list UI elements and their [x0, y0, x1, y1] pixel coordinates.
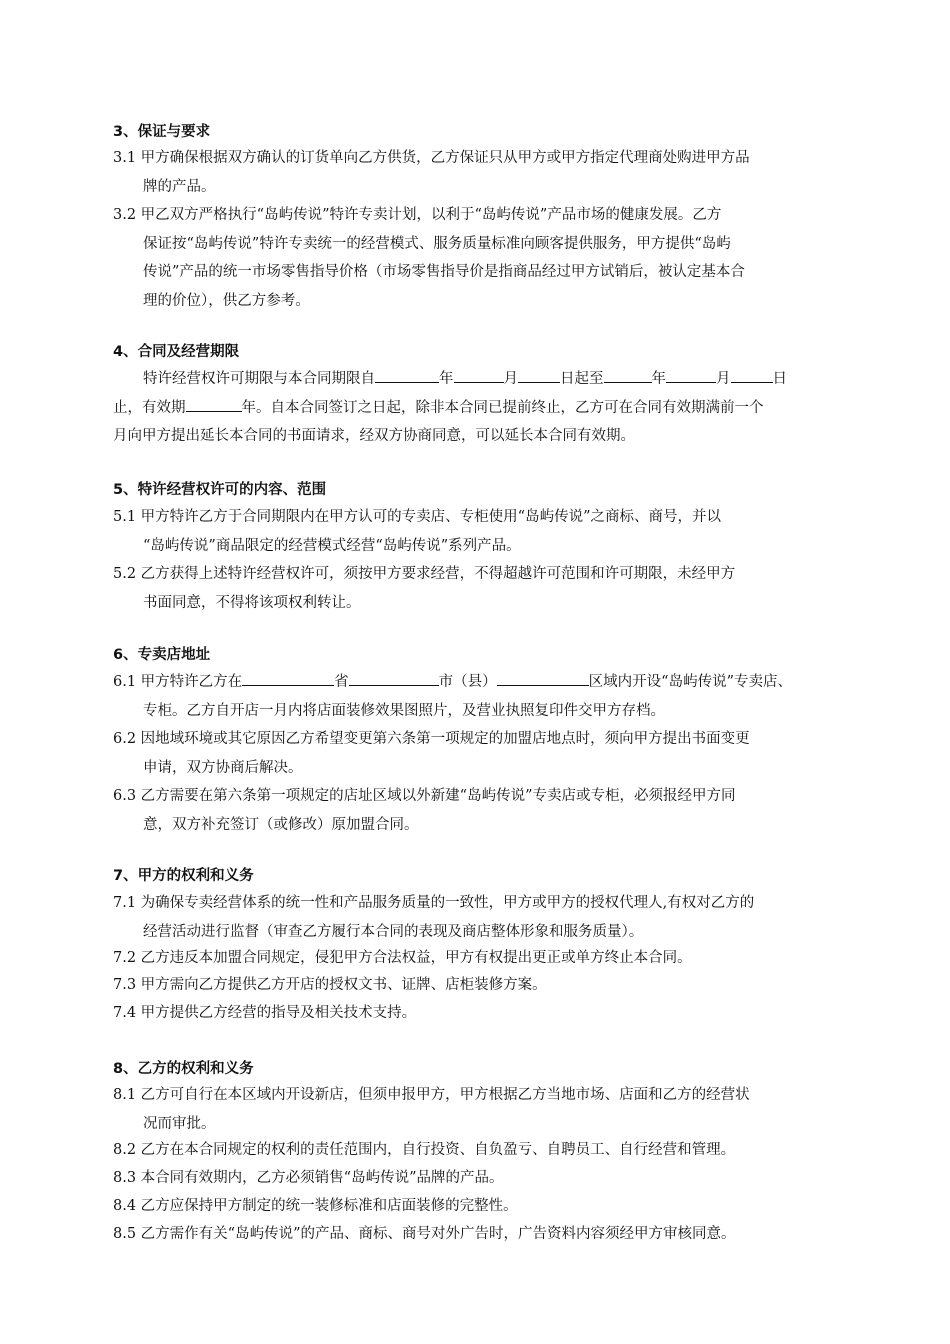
clause-line: 理的价位），供乙方参考。: [143, 292, 310, 309]
address-text: 区域内开设“岛屿传说”专卖店、: [588, 674, 792, 690]
clause-6-3: [113, 782, 873, 839]
term-text: 月: [716, 371, 731, 387]
blank-start-day[interactable]: [518, 368, 560, 383]
clause-line: 8.4 乙方应保持甲方制定的统一装修标准和店面装修的完整性。: [113, 1198, 518, 1214]
clause-line: 申请，双方协商后解决。: [143, 759, 303, 776]
clause-7-1: [113, 889, 873, 946]
clause-line: 8.3 本合同有效期内，乙方必须销售“岛屿传说”品牌的产品。: [113, 1170, 504, 1186]
section-8-title: 8、乙方的权利和义务: [113, 1061, 254, 1077]
term-text: 特许经营权许可期限与本合同期限自: [143, 371, 375, 387]
address-text: 省: [334, 674, 349, 690]
address-line: [113, 668, 873, 697]
term-text: 年。自本合同签订之日起，除非本合同已提前终止，乙方可在合同有效期满前一个: [241, 399, 764, 416]
blank-province[interactable]: [242, 671, 334, 686]
clause-5-1: [113, 503, 873, 560]
term-text: 止，有效期: [113, 399, 186, 416]
clause-line: 保证按“岛屿传说”特许专卖统一的经营模式、服务质量标准向顾客提供服务，甲方提供“岛屿: [143, 235, 731, 252]
clause-line: 7.4 甲方提供乙方经营的指导及相关技术支持。: [113, 1005, 417, 1021]
term-paragraph: [113, 365, 873, 451]
clause-3-1: [113, 144, 873, 201]
clause-8-5: [113, 1220, 873, 1249]
clause-line: 牌的产品。: [143, 178, 216, 195]
section-6-title: 6、专卖店地址: [113, 647, 211, 663]
blank-city[interactable]: [349, 671, 439, 686]
term-text: 日起至: [560, 371, 604, 387]
section-4-title: 4、合同及经营期限: [113, 344, 240, 360]
clause-line: 7.1 为确保专卖经营体系的统一性和产品服务质量的一致性，甲方或甲方的授权代理人,有权对乙方的: [113, 895, 755, 911]
blank-end-day[interactable]: [731, 368, 773, 383]
clause-line: 7.3 甲方需向乙方提供乙方开店的授权文书、证牌、店柜装修方案。: [113, 977, 547, 993]
clause-7-3: [113, 971, 873, 1000]
term-text: 日: [772, 371, 787, 387]
clause-5-2: [113, 560, 873, 617]
clause-line: 专柜。乙方自开店一月内将店面装修效果图照片，及营业执照复印件交甲方存档。: [143, 702, 665, 719]
section-3-title: 3、保证与要求: [113, 124, 211, 140]
clause-line: 8.5 乙方需作有关“岛屿传说”的产品、商标、商号对外广告时，广告资料内容须经甲方审核同意。: [113, 1226, 736, 1242]
clause-8-2: [113, 1136, 873, 1165]
term-text: 年: [651, 371, 666, 387]
clause-line: 况而审批。: [143, 1115, 216, 1132]
blank-valid-years[interactable]: [186, 397, 242, 412]
clause-line: 传说”产品的统一市场零售指导价格（市场零售指导价是指商品经过甲方试销后，被认定基本合: [143, 264, 745, 280]
clause-6-1: [113, 668, 873, 725]
clause-line: 8.2 乙方在本合同规定的权利的责任范围内，自行投资、自负盈亏、自聘员工、自行经营和管理。: [113, 1142, 736, 1158]
blank-end-year[interactable]: [604, 368, 652, 383]
clause-7-4: [113, 999, 873, 1028]
blank-start-year[interactable]: [375, 368, 439, 383]
clause-8-1: [113, 1081, 873, 1138]
clause-line: “岛屿传说”商品限定的经营模式经营“岛屿传说”系列产品。: [143, 537, 521, 554]
term-text: 年: [439, 371, 454, 387]
clause-line: 经营活动进行监督（审查乙方履行本合同的表现及商店整体形象和服务质量）。: [143, 923, 644, 940]
section-5-title: 5、特许经营权许可的内容、范围: [113, 482, 327, 498]
clause-3-2: [113, 201, 873, 315]
clause-line: 5.2 乙方获得上述特许经营权许可，须按甲方要求经营，不得超越许可范围和许可期限，未经甲方: [113, 566, 736, 582]
address-text: 市（县）: [438, 674, 497, 690]
clause-8-4: [113, 1192, 873, 1221]
clause-line: 3.1 甲方确保根据双方确认的订货单向乙方供货，乙方保证只从甲方或甲方指定代理商处购进甲方品: [113, 150, 750, 166]
section-7-title: 7、甲方的权利和义务: [113, 868, 254, 884]
address-text: 6.1 甲方特许乙方在: [113, 674, 243, 690]
term-line-2: [113, 394, 873, 423]
clause-6-2: [113, 725, 873, 782]
clause-line: 5.1 甲方特许乙方于合同期限内在甲方认可的专卖店、专柜使用“岛屿传说”之商标、商号，并以: [113, 509, 721, 525]
clause-line: 6.3 乙方需要在第六条第一项规定的店址区域以外新建“岛屿传说”专卖店或专柜，必须报经甲方同: [113, 788, 736, 804]
term-text: 月: [503, 371, 518, 387]
blank-start-month[interactable]: [454, 368, 504, 383]
blank-end-month[interactable]: [666, 368, 716, 383]
clause-line: 7.2 乙方违反本加盟合同规定，侵犯甲方合法权益，甲方有权提出更正或单方终止本合同。: [113, 950, 692, 966]
blank-district[interactable]: [497, 671, 589, 686]
clause-line: 3.2 甲乙双方严格执行“岛屿传说”特许专卖计划，以利于“岛屿传说”产品市场的健康发展。乙方: [113, 207, 722, 223]
clause-line: 书面同意，不得将该项权利转让。: [143, 594, 361, 611]
clause-line: 6.2 因地域环境或其它原因乙方希望变更第六条第一项规定的加盟店地点时，须向甲方提出书面变更: [113, 731, 750, 747]
clause-line: 8.1 乙方可自行在本区域内开设新店，但须申报甲方，甲方根据乙方当地市场、店面和乙方的经营状: [113, 1087, 750, 1103]
term-line-1: [113, 365, 873, 394]
term-line-3: 月向甲方提出延长本合同的书面请求，经双方协商同意，可以延长本合同有效期。: [113, 428, 635, 444]
clause-line: 意，双方补充签订（或修改）原加盟合同。: [143, 816, 419, 833]
clause-8-3: [113, 1164, 873, 1193]
clause-7-2: [113, 944, 873, 973]
